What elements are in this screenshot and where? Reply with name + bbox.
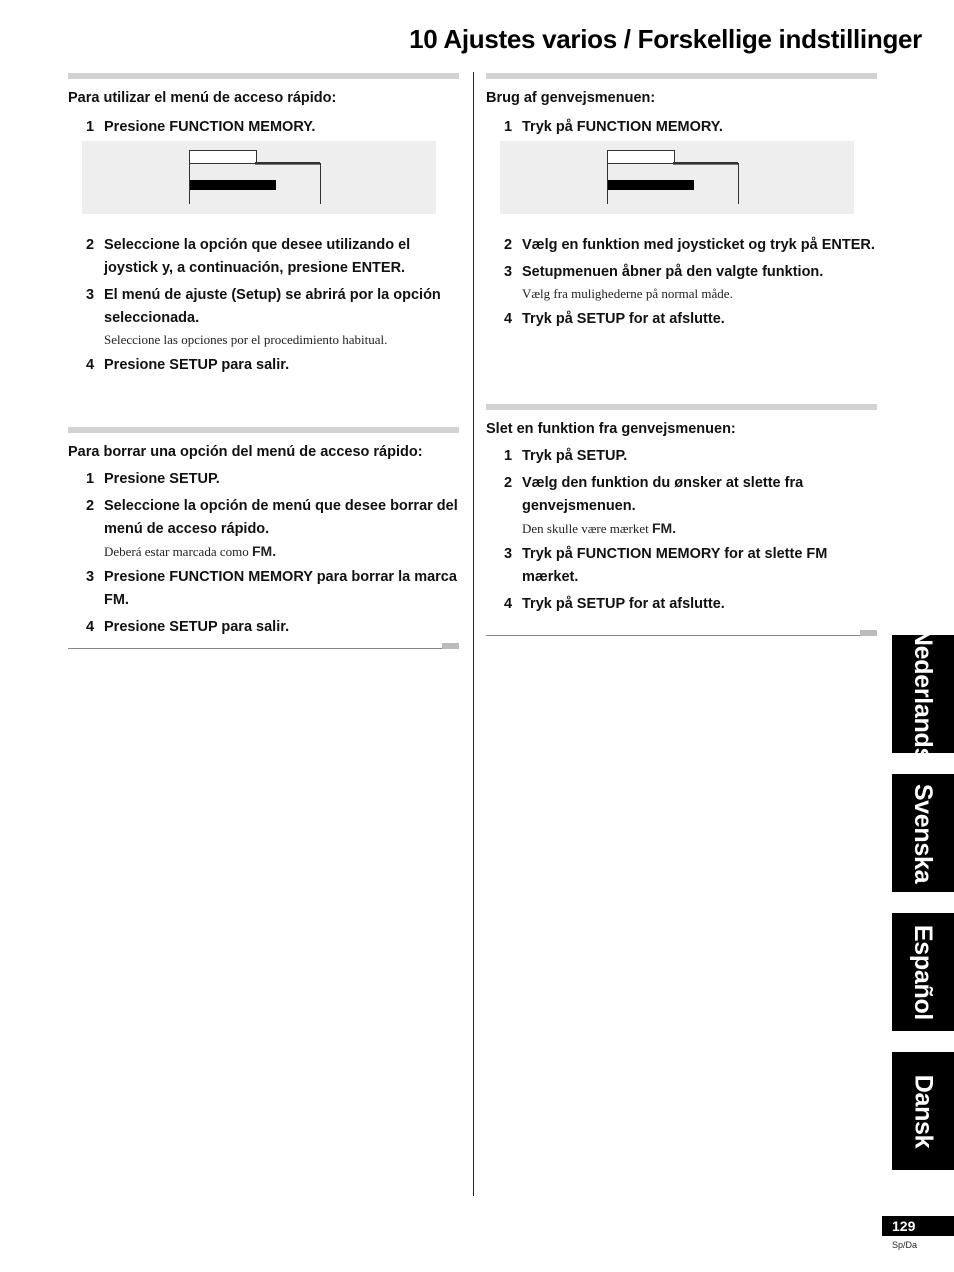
page-language-code: Sp/Da <box>892 1240 918 1250</box>
selected-menu-item <box>190 180 276 190</box>
step-item: 3 El menú de ajuste (Setup) se abrirá por la opción seleccionada. Seleccione las opciones por el procedimiento habitual. <box>86 284 461 350</box>
step-item: 1 Tryk på SETUP. <box>504 448 628 464</box>
step-note: Seleccione las opciones por el procedimiento habitual. <box>104 332 388 347</box>
language-tab-dansk[interactable]: Dansk <box>892 1052 954 1170</box>
step-item: 1 Tryk på FUNCTION MEMORY. <box>504 119 723 135</box>
section-delete-es <box>68 427 459 635</box>
section-quick-menu-es <box>68 73 459 373</box>
step-list <box>504 116 879 143</box>
step-item: 1 Presione SETUP. <box>86 471 220 487</box>
language-tab-nederlands[interactable]: Nederlands <box>892 635 954 753</box>
step-item: 3 Presione FUNCTION MEMORY para borrar la marca FM. <box>86 569 457 608</box>
step-item: 2 Vælg en funktion med joysticket og tryk på ENTER. <box>504 237 875 253</box>
section-delete-da <box>486 404 877 612</box>
section-quick-menu-da <box>486 73 877 327</box>
section-heading: Para utilizar el menú de acceso rápido: <box>68 90 337 106</box>
step-item: 4 Tryk på SETUP for at afslutte. <box>504 311 725 327</box>
section-heading: Para borrar una opción del menú de acceso rápido: <box>68 444 423 460</box>
step-item: 4 Presione SETUP para salir. <box>86 357 290 373</box>
step-item: 1 Presione FUNCTION MEMORY. <box>86 119 316 135</box>
menu-screen-illustration <box>500 141 854 214</box>
section-heading: Brug af genvejsmenuen: <box>486 90 656 106</box>
step-list <box>86 234 461 381</box>
step-list <box>504 234 879 335</box>
section-bar <box>68 73 459 79</box>
step-list <box>86 468 461 643</box>
language-tab-espanol[interactable]: Español <box>892 913 954 1031</box>
section-end-rule <box>68 648 459 649</box>
step-list <box>86 116 461 143</box>
section-end-rule <box>486 635 877 636</box>
step-item: 4 Presione SETUP para salir. <box>86 619 290 635</box>
selected-menu-item <box>608 180 694 190</box>
page-title: 10 Ajustes varios / Forskellige indstillinger <box>409 24 922 54</box>
section-bar <box>68 427 459 433</box>
page-number: 129 <box>882 1216 954 1236</box>
step-item: 3 Tryk på FUNCTION MEMORY for at slette FM mærket. <box>504 546 828 585</box>
step-list <box>504 445 879 620</box>
menu-screen-illustration <box>82 141 436 214</box>
step-item: 2 Seleccione la opción de menú que desee borrar del menú de acceso rápido. Deberá estar marcada como FM. <box>86 495 461 562</box>
step-item: 3 Setupmenuen åbner på den valgte funktion. Vælg fra mulighederne på normal måde. <box>504 261 879 304</box>
section-heading: Slet en funktion fra genvejsmenuen: <box>486 421 736 437</box>
step-item: 2 Vælg den funktion du ønsker at slette fra genvejsmenuen. Den skulle være mærket FM. <box>504 472 879 539</box>
section-bar <box>486 404 877 410</box>
step-item: 4 Tryk på SETUP for at afslutte. <box>504 596 725 612</box>
column-divider <box>473 72 474 1196</box>
section-bar <box>486 73 877 79</box>
language-tab-svenska[interactable]: Svenska <box>892 774 954 892</box>
step-note: Vælg fra mulighederne på normal måde. <box>522 286 733 301</box>
step-note: Den skulle være mærket FM. <box>522 520 677 536</box>
step-note: Deberá estar marcada como FM. <box>104 543 277 559</box>
step-item: 2 Seleccione la opción que desee utilizando el joystick y, a continuación, presione ENTER. <box>86 237 411 276</box>
